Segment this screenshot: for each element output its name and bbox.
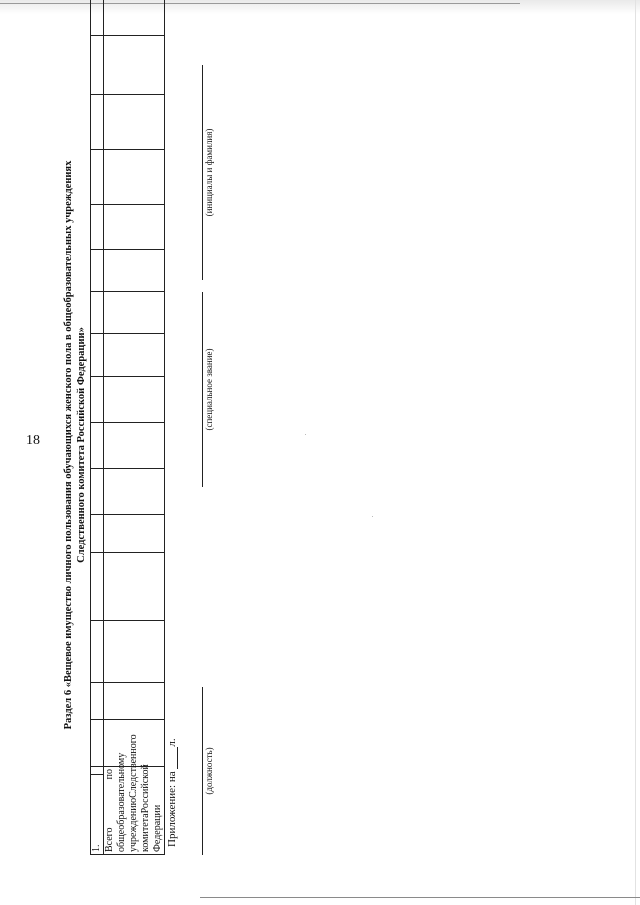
rotated-sheet	[50, 35, 230, 855]
table-cell	[104, 250, 165, 292]
table-cell	[104, 150, 165, 205]
table-cell	[104, 95, 165, 150]
header-cell	[91, 377, 104, 423]
scan-speck	[305, 434, 306, 435]
table-cell	[104, 469, 165, 515]
scan-right-edge	[635, 0, 636, 905]
table-cell	[104, 0, 165, 36]
appendix-page-count-blank	[167, 747, 178, 769]
scan-bottom-line	[200, 897, 640, 898]
header-cell	[91, 553, 104, 621]
header-cell	[91, 767, 104, 775]
header-cell	[91, 469, 104, 515]
header-cell-number: 1.	[91, 775, 104, 855]
header-cell	[91, 334, 104, 377]
caption-position: (должность)	[204, 747, 214, 795]
page-number: 18	[26, 433, 40, 448]
row-label-total: Всего по общеобразовательному учреждению Следственного комитета Российской Федерации	[104, 767, 165, 855]
property-table	[90, 0, 165, 855]
table-cell	[104, 377, 165, 423]
table-cell	[104, 621, 165, 683]
table-cell	[104, 423, 165, 469]
table-header-row	[91, 0, 104, 855]
table-row-total	[104, 0, 165, 855]
table-cell	[104, 515, 165, 553]
header-cell	[91, 292, 104, 334]
table-cell	[104, 334, 165, 377]
header-cell	[91, 515, 104, 553]
signature-line-position	[202, 687, 203, 855]
caption-rank: (специальное звание)	[204, 348, 214, 431]
table-cell	[104, 553, 165, 621]
header-cell	[91, 150, 104, 205]
header-cell	[91, 205, 104, 250]
signature-line-rank	[202, 292, 203, 487]
table-cell	[104, 36, 165, 95]
table-cell	[104, 683, 165, 720]
signature-line-name	[202, 65, 203, 280]
table-cell	[104, 292, 165, 334]
header-cell	[91, 0, 104, 36]
header-cell	[91, 720, 104, 767]
scan-speck	[372, 516, 373, 517]
caption-name: (инициалы и фамилия)	[204, 128, 214, 217]
header-cell	[91, 36, 104, 95]
header-cell	[91, 683, 104, 720]
scan-top-line	[0, 3, 520, 4]
header-cell	[91, 621, 104, 683]
table-cell	[104, 205, 165, 250]
section-subtitle: Следственного комитета Российской Федерации»	[76, 327, 87, 563]
section-title: Раздел 6 «Вещевое имущество личного пользования обучающихся женского пола в общеобразовательных учреждениях	[63, 160, 74, 730]
appendix-line: Приложение: на л.	[166, 738, 178, 847]
header-cell	[91, 423, 104, 469]
header-cell	[91, 250, 104, 292]
header-cell	[91, 95, 104, 150]
